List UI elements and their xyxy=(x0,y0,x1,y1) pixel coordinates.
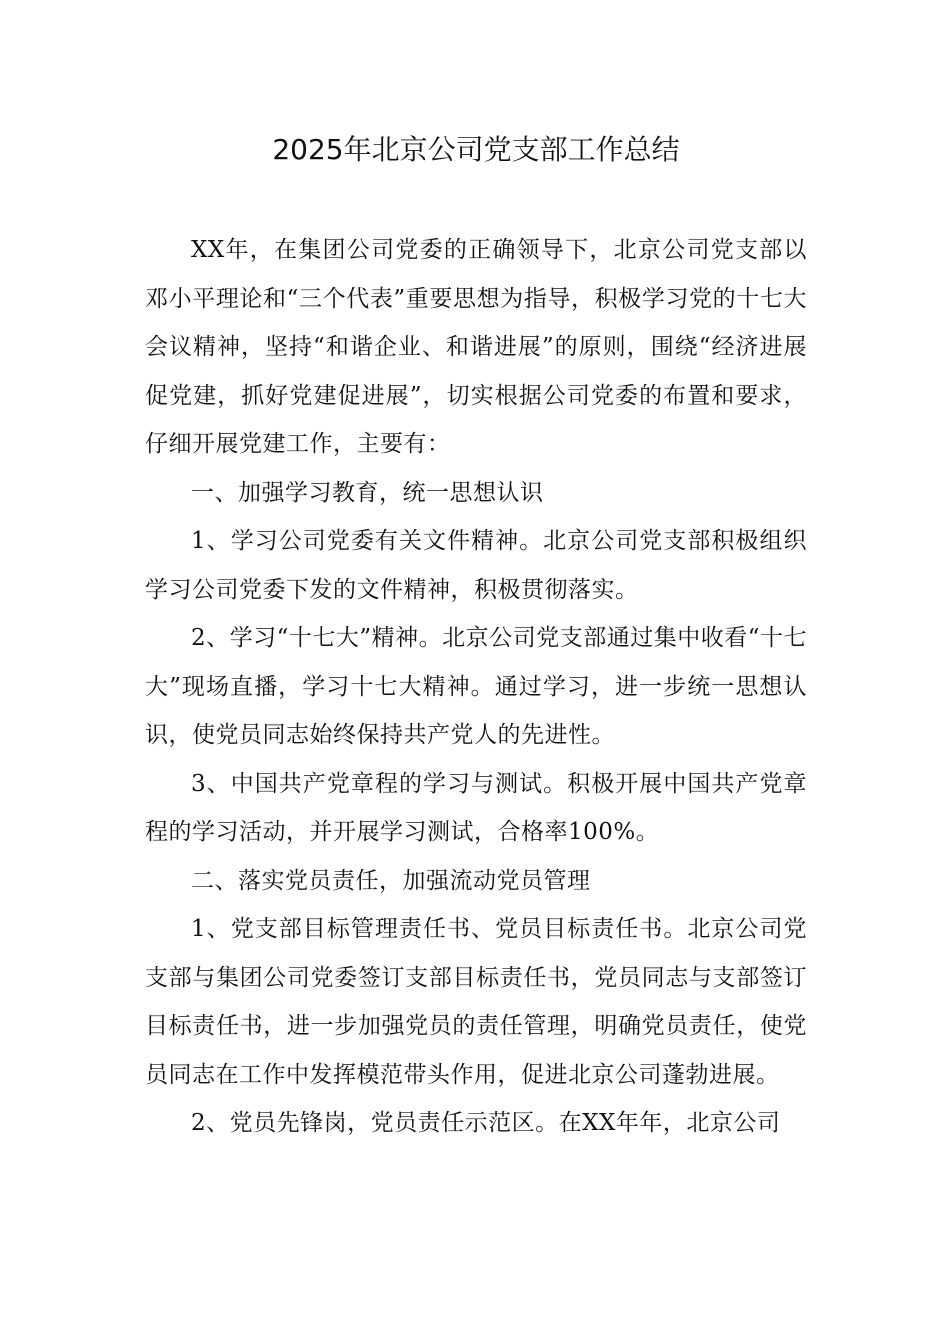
paragraph-2-1: 1、党支部目标管理责任书、党员目标责任书。北京公司党支部与集团公司党委签订支部目标责任书，党员同志与支部签订目标责任书，进一步加强党员的责任管理，明确党员责任，使党员同志在工作中发挥模范带头作用，促进北京公司蓬勃进展。 xyxy=(145,916,807,1088)
paragraph-intro: XX年，在集团公司党委的正确领导下，北京公司党支部以邓小平理论和“三个代表”重要思想为指导，积极学习党的十七大会议精神，坚持“和谐企业、和谐进展”的原则，围绕“经济进展促党建，抓好党建促进展”，切实根据公司党委的布置和要求，仔细开展党建工作，主要有： xyxy=(145,237,807,457)
section-heading-2: 二、落实党员责任，加强流动党员管理 xyxy=(191,867,591,894)
document-page xyxy=(145,0,807,1344)
document-body xyxy=(145,226,807,1148)
document-title: 2025年北京公司党支部工作总结 xyxy=(272,133,680,166)
paragraph-1-2: 2、学习“十七大”精神。北京公司党支部通过集中收看“十七大”现场直播，学习十七大精神。通过学习，进一步统一思想认识，使党员同志始终保持共产党人的先进性。 xyxy=(145,625,807,748)
paragraph-2-2: 2、党员先锋岗，党员责任示范区。在XX年年，北京公司 xyxy=(191,1110,781,1136)
section-heading-1: 一、加强学习教育，统一思想认识 xyxy=(191,479,544,506)
paragraph-1-3: 3、中国共产党章程的学习与测试。积极开展中国共产党章程的学习活动，并开展学习测试，合格率100%。 xyxy=(145,770,807,845)
paragraph-1-1: 1、学习公司党委有关文件精神。北京公司党支部积极组织学习公司党委下发的文件精神，积极贯彻落实。 xyxy=(145,528,807,603)
